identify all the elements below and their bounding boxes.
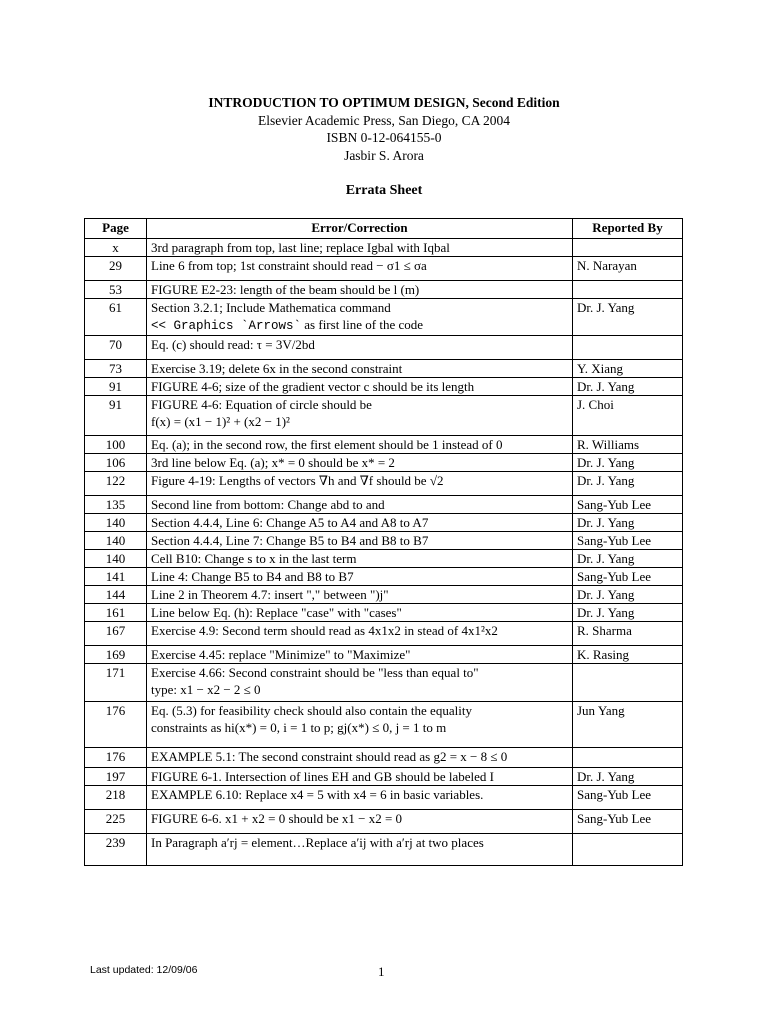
row-reported-by: J. Choi — [573, 396, 683, 436]
table-row — [85, 336, 683, 360]
row-reported-by: Sang-Yub Lee — [573, 786, 683, 810]
table-row — [85, 702, 683, 748]
row-reported-by — [573, 239, 683, 257]
table-row — [85, 604, 683, 622]
table-row — [85, 810, 683, 834]
correction-text: 3rd paragraph from top, last line; replace Igbal with Iqbal — [151, 240, 450, 255]
row-page: 73 — [85, 360, 147, 378]
table-row — [85, 396, 683, 436]
table-row — [85, 239, 683, 257]
table-row — [85, 299, 683, 336]
sheet-title: Errata Sheet — [345, 183, 423, 198]
row-correction — [147, 496, 573, 514]
correction-text: Second line from bottom: Change abd to and — [151, 497, 385, 512]
row-reported-by: Dr. J. Yang — [573, 514, 683, 532]
correction-text: FIGURE E2-23: length of the beam should be l (m) — [151, 282, 420, 297]
row-reported-by: Sang-Yub Lee — [573, 810, 683, 834]
row-page: 176 — [85, 748, 147, 768]
row-correction — [147, 810, 573, 834]
table-row — [85, 281, 683, 299]
row-reported-by: Dr. J. Yang — [573, 550, 683, 568]
row-reported-by: Dr. J. Yang — [573, 472, 683, 496]
row-page: 100 — [85, 436, 147, 454]
row-correction — [147, 239, 573, 257]
row-correction — [147, 834, 573, 866]
isbn-line: ISBN 0-12-064155-0 — [326, 130, 442, 145]
correction-text: 3rd line below Eq. (a); x* = 0 should be x* = 2 — [151, 455, 395, 470]
row-page: 140 — [85, 514, 147, 532]
row-page: 167 — [85, 622, 147, 646]
errata-rows — [85, 239, 683, 866]
row-correction — [147, 378, 573, 396]
table-row — [85, 257, 683, 281]
row-page: 135 — [85, 496, 147, 514]
row-reported-by: Dr. J. Yang — [573, 454, 683, 472]
correction-text: Figure 4-19: Lengths of vectors ∇h and ∇f should be √2 — [151, 473, 444, 488]
table-row — [85, 454, 683, 472]
row-reported-by: Dr. J. Yang — [573, 378, 683, 396]
row-reported-by: Dr. J. Yang — [573, 604, 683, 622]
table-row — [85, 436, 683, 454]
correction-text: Eq. (5.3) for feasibility check should also contain the equality — [151, 703, 472, 718]
row-page: 91 — [85, 378, 147, 396]
correction-text: Line below Eq. (h): Replace "case" with "cases" — [151, 605, 402, 620]
row-correction — [147, 664, 573, 702]
row-reported-by: R. Sharma — [573, 622, 683, 646]
correction-text-line2: constraints as hi(x*) = 0, i = 1 to p; gj(x*) ≤ 0, j = 1 to m — [151, 720, 447, 735]
correction-text: Exercise 3.19; delete 6x in the second constraint — [151, 361, 403, 376]
row-correction — [147, 396, 573, 436]
correction-text-line3: as first line of the code — [301, 317, 424, 332]
book-title: INTRODUCTION TO OPTIMUM DESIGN, Second Edition — [208, 95, 560, 110]
table-row — [85, 568, 683, 586]
correction-text: Eq. (a); in the second row, the first element should be 1 instead of 0 — [151, 437, 503, 452]
correction-text: Cell B10: Change s to x in the last term — [151, 551, 357, 566]
row-reported-by: Dr. J. Yang — [573, 586, 683, 604]
row-page: 140 — [85, 532, 147, 550]
row-reported-by — [573, 336, 683, 360]
row-page: 122 — [85, 472, 147, 496]
row-correction — [147, 786, 573, 810]
row-correction — [147, 472, 573, 496]
table-row — [85, 834, 683, 866]
table-row — [85, 748, 683, 768]
row-correction — [147, 748, 573, 768]
row-correction — [147, 604, 573, 622]
table-row — [85, 646, 683, 664]
correction-text: FIGURE 6-1. Intersection of lines EH and GB should be labeled I — [151, 769, 494, 784]
row-page: x — [85, 239, 147, 257]
table-row — [85, 496, 683, 514]
row-page: 197 — [85, 768, 147, 786]
row-reported-by: Sang-Yub Lee — [573, 532, 683, 550]
row-correction — [147, 768, 573, 786]
row-correction — [147, 514, 573, 532]
row-correction — [147, 336, 573, 360]
row-correction — [147, 646, 573, 664]
table-row — [85, 472, 683, 496]
row-correction — [147, 454, 573, 472]
table-row — [85, 768, 683, 786]
row-reported-by: Sang-Yub Lee — [573, 568, 683, 586]
row-correction — [147, 532, 573, 550]
correction-text: Section 4.4.4, Line 7: Change B5 to B4 and B8 to B7 — [151, 533, 429, 548]
row-page: 144 — [85, 586, 147, 604]
correction-text: EXAMPLE 5.1: The second constraint should read as g2 = x − 8 ≤ 0 — [151, 749, 508, 764]
row-page: 225 — [85, 810, 147, 834]
row-reported-by: K. Rasing — [573, 646, 683, 664]
correction-text: FIGURE 4-6: Equation of circle should be — [151, 397, 372, 412]
row-correction — [147, 281, 573, 299]
row-correction — [147, 257, 573, 281]
row-page: 106 — [85, 454, 147, 472]
row-reported-by: R. Williams — [573, 436, 683, 454]
correction-text: Line 6 from top; 1st constraint should read − σ1 ≤ σa — [151, 258, 427, 273]
row-correction — [147, 568, 573, 586]
row-reported-by: Sang-Yub Lee — [573, 496, 683, 514]
correction-text: Section 4.4.4, Line 6: Change A5 to A4 and A8 to A7 — [151, 515, 429, 530]
row-reported-by: Dr. J. Yang — [573, 768, 683, 786]
row-page: 53 — [85, 281, 147, 299]
table-row — [85, 378, 683, 396]
row-correction — [147, 586, 573, 604]
correction-text: Exercise 4.45: replace "Minimize" to "Maximize" — [151, 647, 411, 662]
author-line: Jasbir S. Arora — [344, 147, 424, 163]
col-header-page: Page — [85, 219, 147, 239]
correction-text: Eq. (c) should read: τ = 3V/2bd — [151, 337, 315, 352]
table-header-row — [85, 219, 683, 239]
correction-text-line2: f(x) = (x1 − 1)² + (x2 − 1)² — [151, 414, 290, 429]
table-row — [85, 360, 683, 378]
correction-text: Exercise 4.9: Second term should read as 4x1x2 in stead of 4x1²x2 — [151, 623, 498, 638]
row-correction — [147, 299, 573, 336]
row-reported-by: Dr. J. Yang — [573, 299, 683, 336]
correction-text: Line 2 in Theorem 4.7: insert "," between ")j" — [151, 587, 389, 602]
row-page: 171 — [85, 664, 147, 702]
table-row — [85, 786, 683, 810]
row-page: 91 — [85, 396, 147, 436]
row-reported-by: Y. Xiang — [573, 360, 683, 378]
row-page: 239 — [85, 834, 147, 866]
table-row — [85, 664, 683, 702]
correction-text: EXAMPLE 6.10: Replace x4 = 5 with x4 = 6 in basic variables. — [151, 787, 484, 802]
row-reported-by: Jun Yang — [573, 702, 683, 748]
row-correction — [147, 550, 573, 568]
table-row — [85, 586, 683, 604]
row-page: 61 — [85, 299, 147, 336]
errata-table — [84, 218, 683, 866]
row-correction — [147, 702, 573, 748]
row-correction — [147, 360, 573, 378]
correction-text: In Paragraph a′rj = element…Replace a′ij with a′rj at two places — [151, 835, 484, 850]
row-reported-by — [573, 664, 683, 702]
row-page: 218 — [85, 786, 147, 810]
table-row — [85, 514, 683, 532]
row-reported-by — [573, 281, 683, 299]
correction-text: Section 3.2.1; Include Mathematica command — [151, 300, 391, 315]
correction-text: Line 4: Change B5 to B4 and B8 to B7 — [151, 569, 354, 584]
row-correction — [147, 436, 573, 454]
row-reported-by: N. Narayan — [573, 257, 683, 281]
row-page: 176 — [85, 702, 147, 748]
correction-text: FIGURE 4-6; size of the gradient vector c should be its length — [151, 379, 475, 394]
table-row — [85, 550, 683, 568]
row-reported-by — [573, 748, 683, 768]
correction-text: FIGURE 6-6. x1 + x2 = 0 should be x1 − x2 = 0 — [151, 811, 403, 826]
page-number: 1 — [378, 964, 385, 979]
correction-text: Exercise 4.66: Second constraint should be "less than equal to" — [151, 665, 479, 680]
row-page: 70 — [85, 336, 147, 360]
publisher-line: Elsevier Academic Press, San Diego, CA 2004 — [258, 112, 510, 128]
row-page: 29 — [85, 257, 147, 281]
document-header — [0, 94, 768, 164]
table-row — [85, 622, 683, 646]
row-correction — [147, 622, 573, 646]
row-page: 161 — [85, 604, 147, 622]
col-header-reported-by: Reported By — [573, 219, 683, 239]
row-page: 140 — [85, 550, 147, 568]
correction-text-line2: << Graphics `Arrows` — [151, 319, 302, 333]
table-row — [85, 532, 683, 550]
row-reported-by — [573, 834, 683, 866]
row-page: 141 — [85, 568, 147, 586]
last-updated: Last updated: 12/09/06 — [90, 964, 198, 976]
col-header-correction: Error/Correction — [147, 219, 573, 239]
correction-text-line2: type: x1 − x2 − 2 ≤ 0 — [151, 682, 261, 697]
row-page: 169 — [85, 646, 147, 664]
